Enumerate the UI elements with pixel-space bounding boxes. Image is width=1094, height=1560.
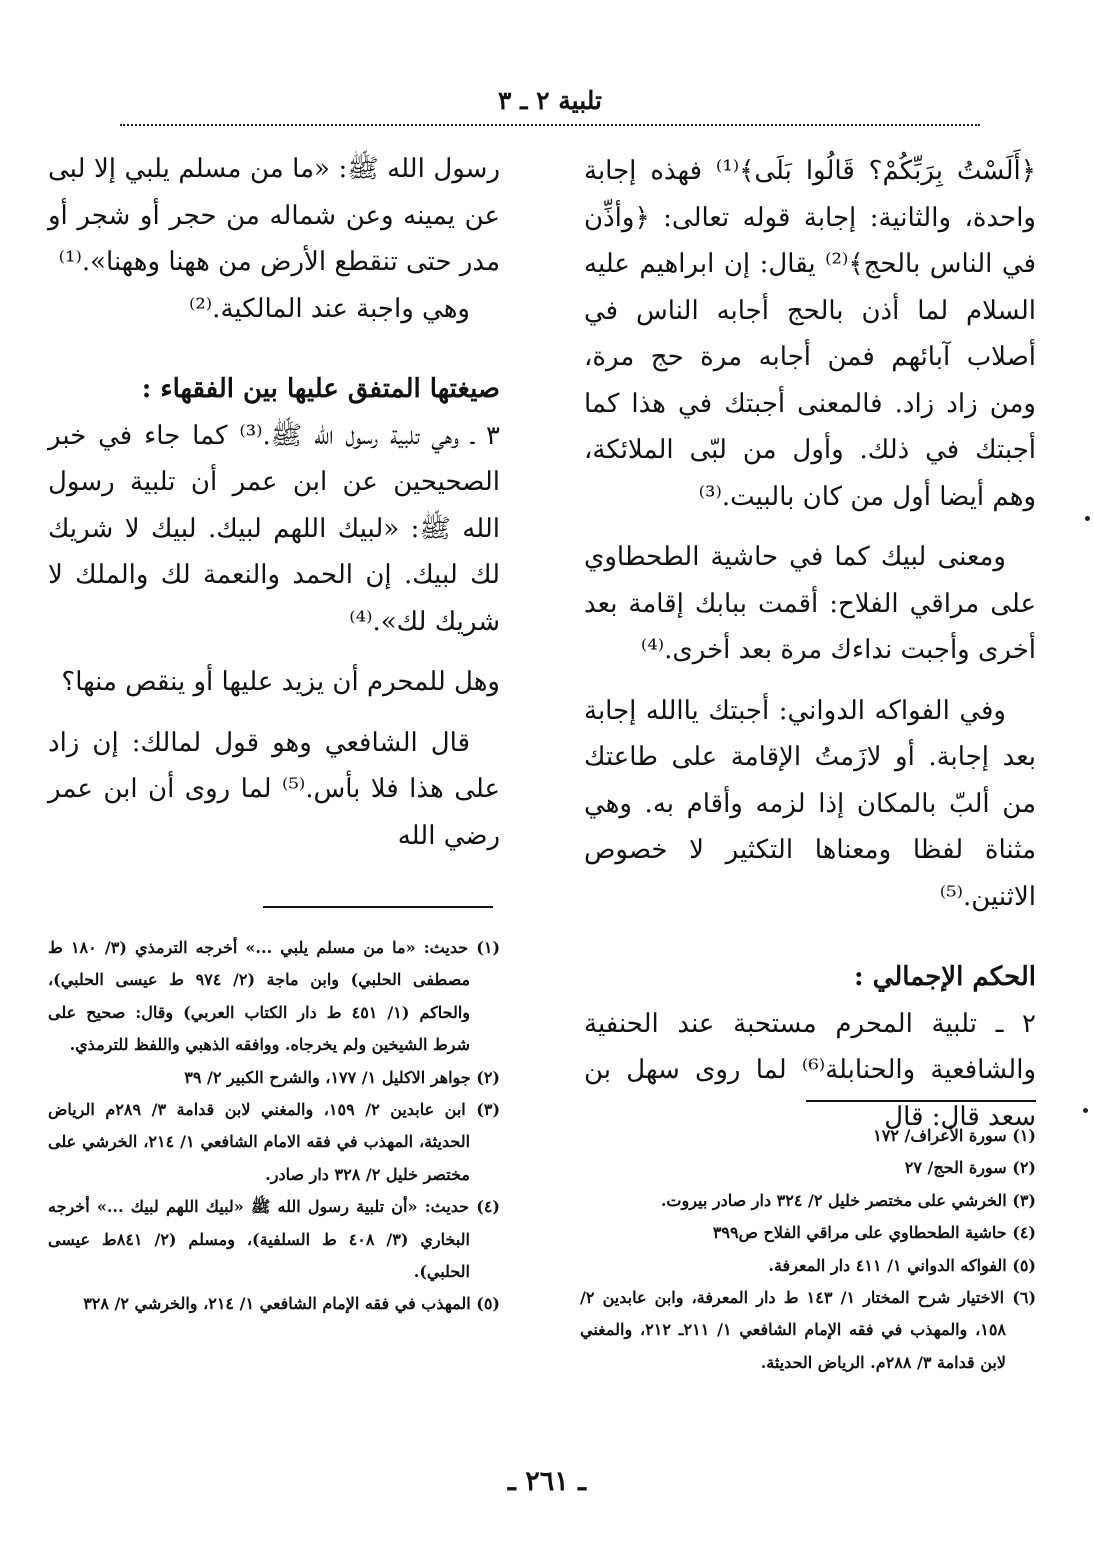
footnote: (٢) جواهر الاكليل ١/ ١٧٧، والشرح الكبير ٢/ ٣٩	[184, 1067, 500, 1087]
paragraph: ﴿أَلَسْتُ بِرَبِّكُمْ؟ قَالُوا بَلَى﴾⁽¹⁾ فهذه إجابة واحدة، والثانية: إجابة قوله تعالى: ﴿وأذِّن في الناس بالحج﴾⁽²⁾ يقال: إن ابراهيم عليه السلام لما أذن بالحج أجابه الناس في أصلاب آبائهم فمن أجابه مرة حج مرة، ومن زاد زاد. فالمعنى أجبتك في هذا كما أجبتك في ذلك. وأول من لبّى الملائكة، وهم أيضا أول من كان بالبيت.⁽³⁾	[584, 156, 1036, 512]
paragraph: رسول الله ﷺ: «ما من مسلم يلبي إلا لبى عن يمينه وعن شماله من حجر أو شجر أو مدر حتى تنقطع الأرض من ههنا وههنا».⁽¹⁾	[48, 154, 500, 277]
paragraph: ٣ ـ وهي تلبية رسول الله ﷺ.⁽³⁾ كما جاء في خبر الصحيحين عن ابن عمر أن تلبية رسول الله ﷺ: «لبيك اللهم لبيك. لبيك لا شريك لك لبيك. إن الحمد والنعمة لك والملك لا شريك لك».⁽⁴⁾	[48, 420, 501, 637]
footnote: (٦) الاختيار شرح المختار ١/ ١٤٣ ط دار المعرفة، وابن عابدين ٢/ ١٥٨، والمهذب في فقه الإمام الشافعي ١/ ٢١١ـ ٢١٢، والمغني لابن قدامة ٣/ ٢٨٨م. الرياض الحديثة.	[580, 1288, 1037, 1372]
footnote-separator	[263, 906, 493, 908]
footnotes-left	[48, 932, 500, 1321]
section-heading: صيغتها المتفق عليها بين الفقهاء :	[141, 374, 500, 404]
footnote: (١) سورة الأعراف/ ١٧٢	[873, 1126, 1036, 1145]
footnote: (٤) حديث: «أن تلبية رسول الله ﷺ «لبيك اللهم لبيك ...» أخرجه البخاري (٣/ ٤٠٨ ط السلفية)، ومسلم (٢/ ٨٤١ط عيسى الحلبي).	[48, 1197, 500, 1282]
footnote: (١) حديث: «ما من مسلم يلبي ...» أخرجه الترمذي (٣/ ١٨٠ ط مصطفى الحلبي) وابن ماجة (٢/ ٩٧٤ ط عيسى الحلبي)، والحاكم (١/ ٤٥١ ط دار الكتاب العربي) وقال: صحيح على شرط الشيخين ولم يخرجاه. ووافقه الذهبي واللفظ للترمذي.	[48, 938, 501, 1055]
footnote-separator	[806, 1100, 1036, 1102]
paragraph: قال الشافعي وهو قول لمالك: إن زاد على هذا فلا بأس.⁽⁵⁾ لما روى أن ابن عمر رضي الله	[48, 727, 500, 851]
paragraph: وهي واجبة عند المالكية.⁽²⁾	[188, 293, 470, 324]
header-dotted-rule	[120, 124, 980, 126]
paragraph: وهل للمحرم أن يزيد عليها أو ينقص منها؟	[61, 667, 500, 697]
right-column	[584, 148, 1036, 1140]
footnote: (٣) الخرشي على مختصر خليل ٢/ ٣٢٤ دار صادر بيروت.	[660, 1190, 1036, 1210]
scan-speck	[1085, 516, 1090, 521]
scan-speck	[1083, 1108, 1088, 1113]
section-heading: الحكم الإجمالي :	[854, 962, 1036, 992]
footnote: (٣) ابن عابدين ٢/ ١٥٩، والمغني لابن قدامة ٣/ ٢٨٩م الرياض الحديثة، المهذب في فقه الامام الشافعي ١/ ٢١٤، الخرشي على مختصر خليل ٢/ ٣٢٨ دار صادر.	[48, 1100, 501, 1184]
footnotes-right	[580, 1120, 1036, 1379]
paragraph: ٢ ـ تلبية المحرم مستحبة عند الحنفية والشافعية والحنابلة⁽⁶⁾ لما روى سهل بن سعد قال: قال	[584, 1008, 1036, 1132]
left-column	[48, 146, 500, 859]
footnote: (٤) حاشية الطحطاوي على مراقي الفلاح ص٣٩٩	[712, 1223, 1036, 1243]
page-number: ـ ٢٦١ ـ	[507, 1466, 587, 1497]
paragraph: ومعنى لبيك كما في حاشية الطحطاوي على مراقي الفلاح: أقمت ببابك إقامة بعد أخرى وأجبت نداءك مرة بعد أخرى.⁽⁴⁾	[584, 542, 1036, 665]
running-title: تلبية ٢ ـ ٣	[497, 86, 603, 115]
footnote: (٢) سورة الحج/ ٢٧	[904, 1158, 1036, 1178]
footnote: (٥) الفواكه الدواني ١/ ٤١١ دار المعرفة.	[768, 1255, 1036, 1275]
footnote: (٥) المهذب في فقه الإمام الشافعي ١/ ٢١٤، والخرشي ٢/ ٣٢٨	[83, 1294, 500, 1314]
paragraph: وفي الفواكه الدواني: أجبتك ياالله إجابة بعد إجابة. أو لازَمتُ الإقامة على طاعتك من ألبّ بالمكان إذا لزمه وأقام به. وهي مثناة لفظا ومعناها التكثير لا خصوص الاثنين.⁽⁵⁾	[584, 695, 1036, 912]
